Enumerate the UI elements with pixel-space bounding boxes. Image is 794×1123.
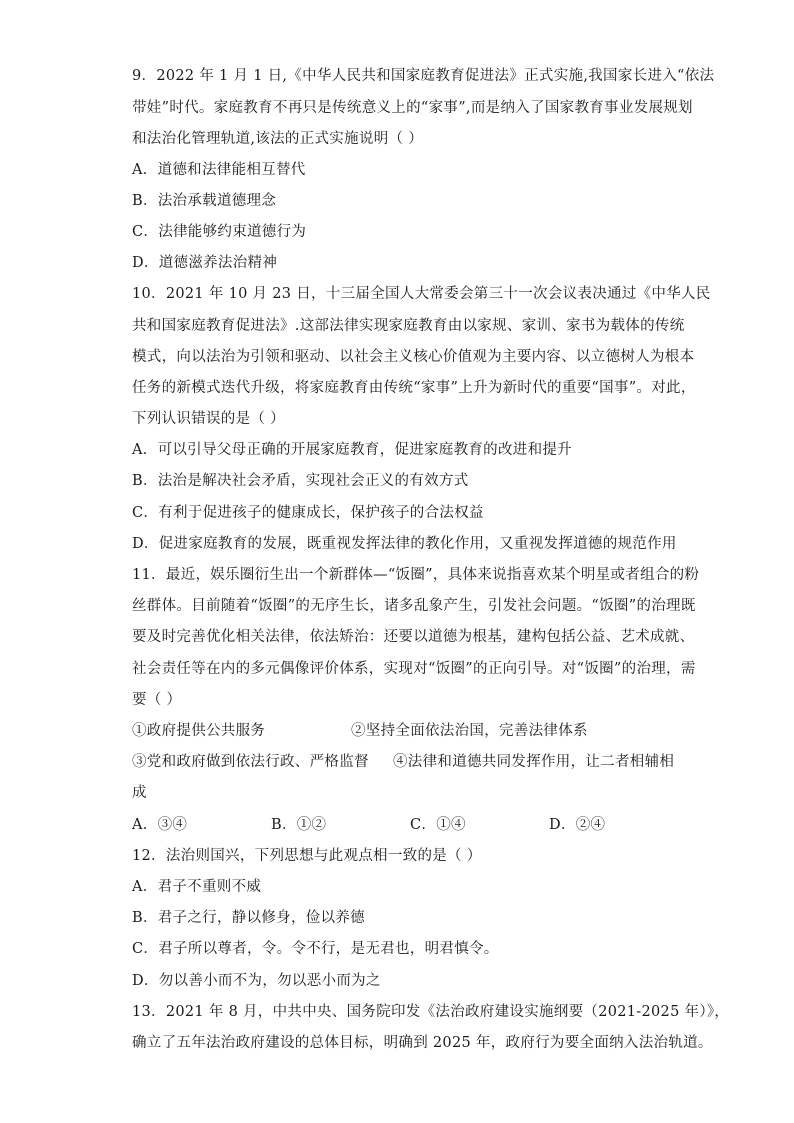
q11-option-b: B．①②	[271, 817, 327, 833]
q11-item-4: ④法律和道德共同发挥作用，让二者相辅相	[393, 754, 675, 770]
q10-stem-line-2: 共和国家庭教育促进法》.这部法律实现家庭教育由以家规、家训、家书为载体的传统	[132, 318, 685, 334]
q12-option-b: B．君子之行，静以修身，俭以养德	[132, 910, 365, 926]
q11-option-a: A．③④	[132, 817, 188, 833]
q11-stem-line-2: 丝群体。目前随着“饭圈”的无序生长，诸多乱象产生，引发社会问题。“饭圈”的治理既	[132, 598, 696, 614]
q10-stem-line-1: 10．2021 年 10 月 23 日，十三届全国人大常委会第三十一次会议表决通过《中华人民	[132, 286, 711, 302]
q9-option-a: A．道德和法律能相互替代	[132, 162, 306, 178]
q11-stem-line-5: 要（ ）	[132, 692, 182, 708]
q12-option-c: C．君子所以尊者，令。令不行，是无君也，明君慎令。	[132, 941, 499, 957]
q10-stem-line-3: 模式，向以法治为引领和驱动、以社会主义核心价值观为主要内容、以立德树人为根本	[132, 349, 695, 365]
q11-stem-line-4: 社会责任等在内的多元偶像评价体系，实现对“饭圈”的正向引导。对“饭圈”的治理，需	[132, 661, 696, 677]
q9-stem-line-3: 和法治化管理轨道,该法的正式实施说明（ ）	[132, 131, 424, 147]
q10-option-c: C．有利于促进孩子的健康成长，保护孩子的合法权益	[132, 505, 484, 521]
q9-stem-line-1: 9．2022 年 1 月 1 日,《中华人民共和国家庭教育促进法》正式实施,我国家长进入“依法	[132, 68, 715, 84]
q10-option-a: A．可以引导父母正确的开展家庭教育，促进家庭教育的改进和提升	[132, 442, 572, 458]
q10-option-d: D．促进家庭教育的发展，既重视发挥法律的教化作用，又重视发挥道德的规范作用	[132, 536, 677, 552]
q13-stem-line-2: 确立了五年法治政府建设的总体目标，明确到 2025 年，政府行为要全面纳入法治轨道。	[132, 1035, 713, 1051]
q12-option-a: A．君子不重则不威	[132, 879, 262, 895]
q9-option-c: C．法律能够约束道德行为	[132, 224, 307, 240]
q11-option-d: D．②④	[549, 817, 606, 833]
q10-stem-line-4: 任务的新模式迭代升级，将家庭教育由传统“家事”上升为新时代的重要“国事”。对此，	[132, 380, 696, 396]
q12-option-d: D．勿以善小而不为，勿以恶小而为之	[132, 973, 381, 989]
q11-item-3: ③党和政府做到依法行政、严格监督	[132, 754, 369, 770]
q11-item-2: ②坚持全面依法治国，完善法律体系	[351, 723, 588, 739]
q13-stem-line-1: 13．2021 年 8 月，中共中央、国务院印发《法治政府建设实施纲要（2021-2025 年）》，	[132, 1004, 730, 1020]
q10-option-b: B．法治是解决社会矛盾，实现社会正义的有效方式	[132, 473, 469, 489]
q11-stem-line-1: 11．最近，娱乐圈衍生出一个新群体—“饭圈”，具体来说指喜欢某个明星或者组合的粉	[132, 567, 700, 583]
q10-stem-line-5: 下列认识错误的是（ ）	[132, 411, 285, 427]
q9-option-d: D．道德滋养法治精神	[132, 255, 278, 271]
q11-stem-line-3: 要及时完善优化相关法律，依法矫治：还要以道德为根基，建构包括公益、艺术成就、	[132, 629, 695, 645]
q9-option-b: B．法治承载道德理念	[132, 193, 277, 209]
q11-option-c: C．①④	[410, 817, 466, 833]
q11-item-1: ①政府提供公共服务	[132, 723, 266, 739]
q12-stem: 12．法治则国兴，下列思想与此观点相一致的是（ ）	[132, 848, 482, 864]
q9-stem-line-2: 带娃”时代。家庭教育不再只是传统意义上的“家事”,而是纳入了国家教育事业发展规划	[132, 100, 693, 116]
q11-item-4-continued: 成	[132, 785, 147, 801]
